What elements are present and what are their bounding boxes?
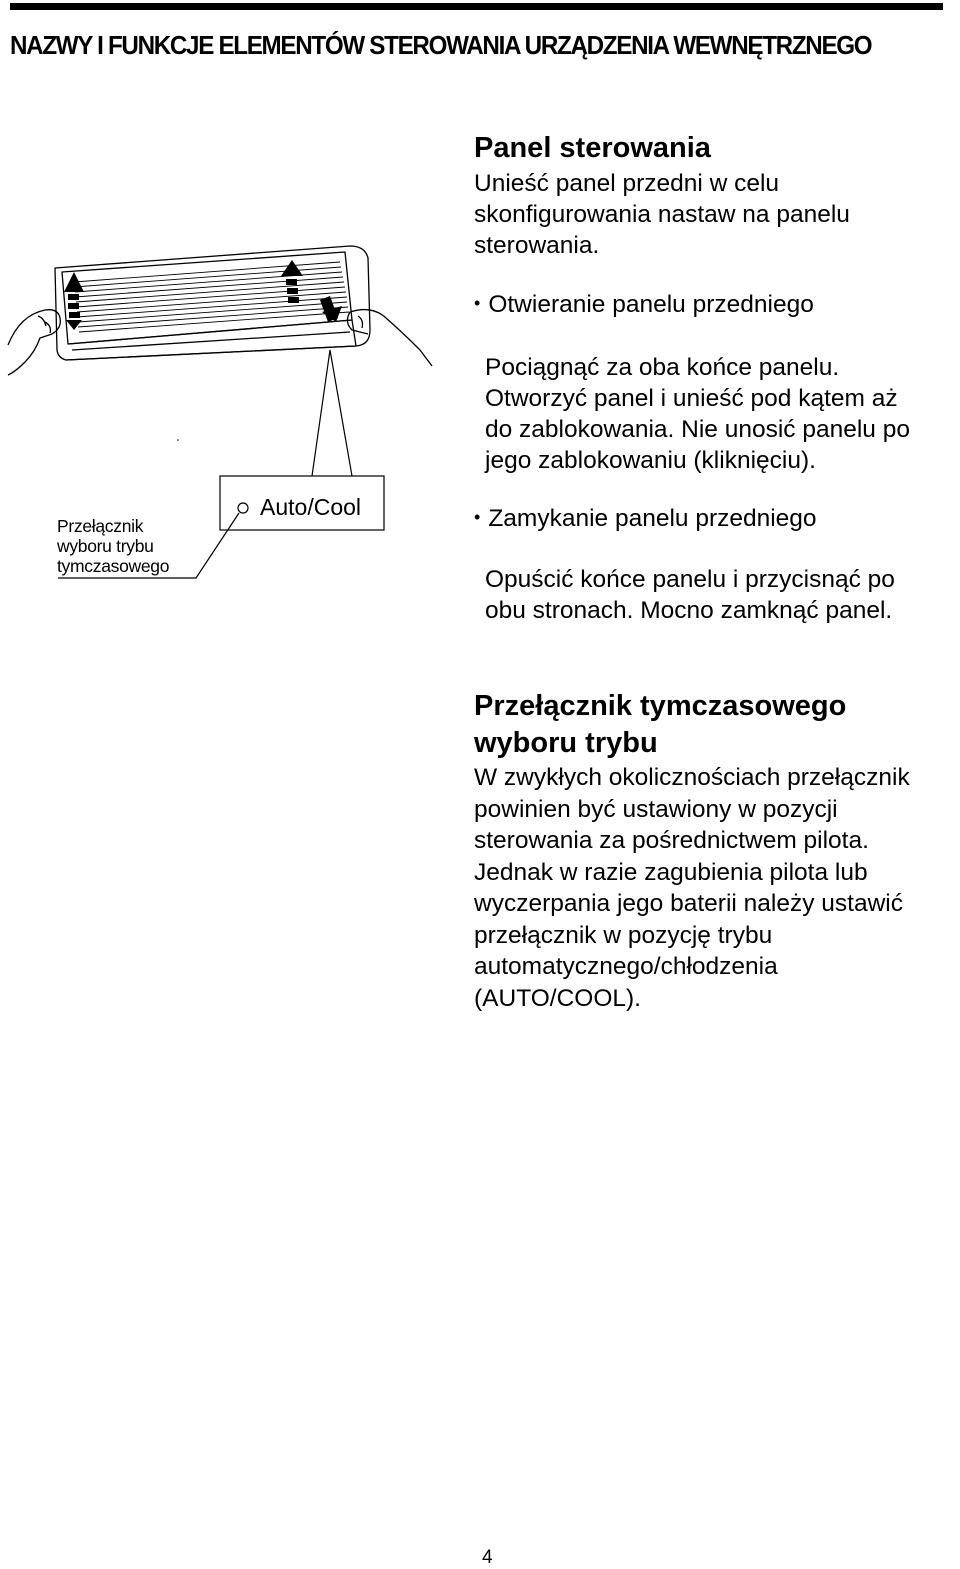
bullet-open-panel: • Otwieranie panelu przedniego <box>474 291 814 318</box>
mode-switch-description: W zwykłych okolicznościach przełącznik powinien być ustawiony w pozycji sterowania za pośrednictwem pilota. Jednak w razie zagubienia pilota lub wyczerpania jego baterii należy ustawić przełącznik w pozycję trybu automatycznego/chłodzenia (AUTO/COOL). <box>474 764 910 1012</box>
top-rule <box>10 3 943 10</box>
bullet-icon: • <box>474 507 481 527</box>
close-panel-instructions: Opuścić końce panelu i przycisnąć po obu stronach. Mocno zamknąć panel. <box>485 566 895 624</box>
page-title: NAZWY I FUNKCJE ELEMENTÓW STEROWANIA URZĄDZENIA WEWNĘTRZNEGO <box>10 30 872 60</box>
bullet-icon: • <box>474 293 481 313</box>
bullet-close-panel: • Zamykanie panelu przedniego <box>474 505 817 532</box>
open-panel-instructions: Pociągnąć za oba końce panelu. Otworzyć panel i unieść pod kątem aż do zablokowania. Nie unosić panelu po jego zablokowaniu (kliknięciu). <box>485 354 910 474</box>
temporary-mode-switch-label: Przełącznik wyboru trybu tymczasowego <box>57 516 170 576</box>
control-panel-intro: Unieść panel przedni w celu skonfigurowania nastaw na panelu sterowania. <box>474 170 850 259</box>
auto-cool-label: Auto/Cool <box>260 494 362 520</box>
page-number: 4 <box>482 1547 493 1568</box>
control-panel-heading: Panel sterowania <box>474 132 711 164</box>
mode-switch-heading: Przełącznik tymczasowego wyboru trybu <box>474 690 847 759</box>
